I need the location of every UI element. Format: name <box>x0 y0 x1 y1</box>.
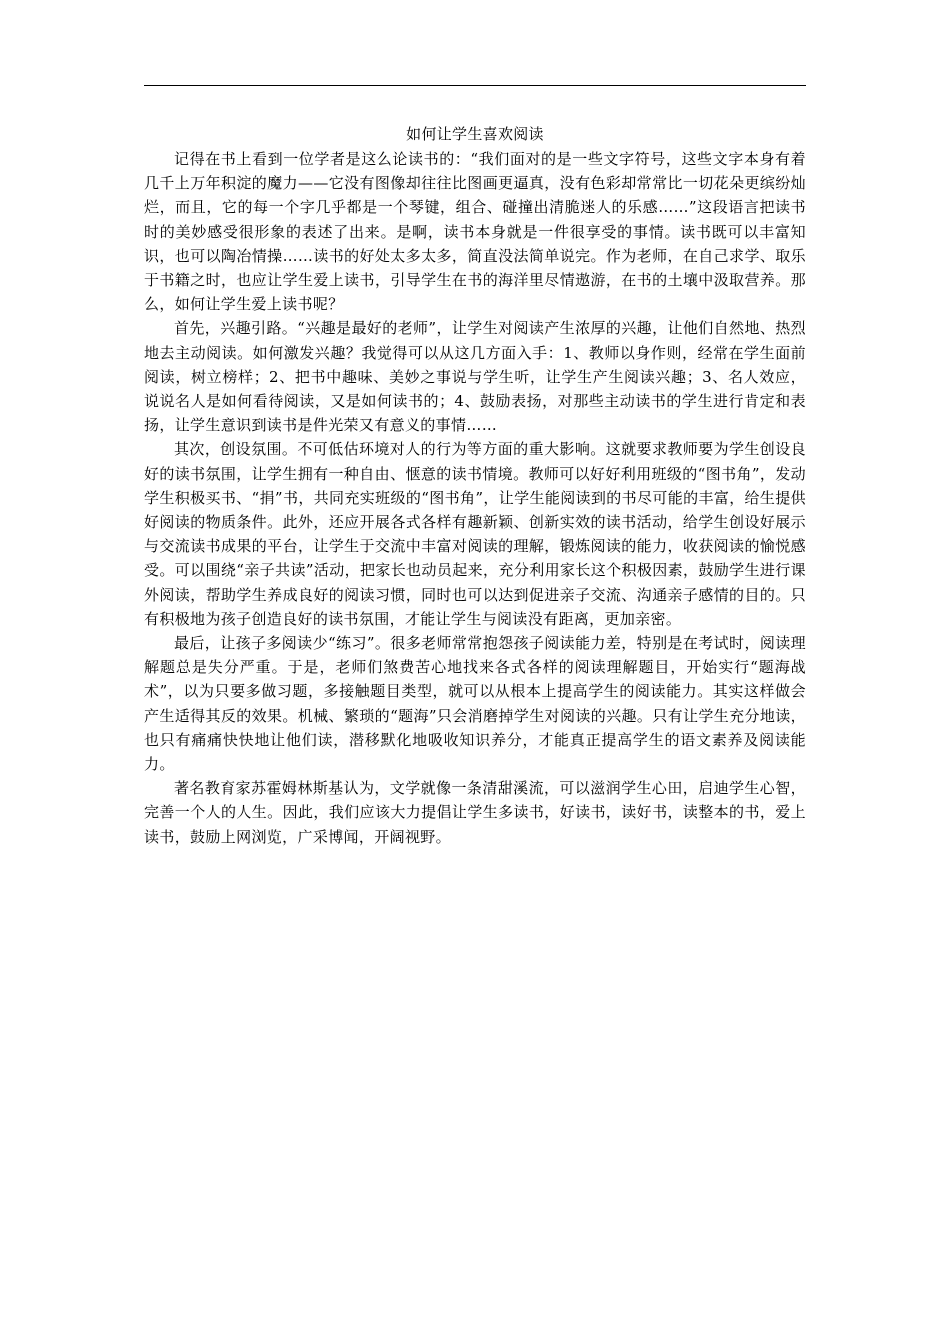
header-rule <box>144 85 806 86</box>
paragraph-atmosphere: 其次，创设氛围。不可低估环境对人的行为等方面的重大影响。这就要求教师要为学生创设良好的读书氛围，让学生拥有一种自由、惬意的读书情境。教师可以好好利用班级的“图书角”，发动学生积极买书、“捐”书，共同充实班级的“图书角”，让学生能阅读到的书尽可能的丰富，给生提供好阅读的物质条件。此外，还应开展各式各样有趣新颖、创新实效的读书活动，给学生创设好展示与交流读书成果的平台，让学生于交流中丰富对阅读的理解，锻炼阅读的能力，收获阅读的愉悦感受。可以围绕“亲子共读”活动，把家长也动员起来，充分利用家长这个积极因素，鼓励学生进行课外阅读，帮助学生养成良好的阅读习惯，同时也可以达到促进亲子交流、沟通亲子感情的目的。只有积极地为孩子创造良好的读书氛围，才能让学生与阅读没有距离，更加亲密。 <box>144 440 806 628</box>
document-body <box>144 121 806 849</box>
document-title: 如何让学生喜欢阅读 <box>406 125 544 143</box>
paragraph-conclusion: 著名教育家苏霍姆林斯基认为，文学就像一条清甜溪流，可以滋润学生心田，启迪学生心智，完善一个人的人生。因此，我们应该大力提倡让学生多读书，好读书，读好书，读整本的书，爱上读书，鼓励上网浏览，广采博闻，开阔视野。 <box>144 779 806 846</box>
paragraph-practice: 最后，让孩子多阅读少“练习”。很多老师常常抱怨孩子阅读能力差，特别是在考试时，阅读理解题总是失分严重。于是，老师们煞费苦心地找来各式各样的阅读理解题目，开始实行“题海战术”，以为只要多做习题，多接触题目类型，就可以从根本上提高学生的阅读能力。其实这样做会产生适得其反的效果。机械、繁琐的“题海”只会消磨掉学生对阅读的兴趣。只有让学生充分地读，也只有痛痛快快地让他们读，潜移默化地吸收知识养分，才能真正提高学生的语文素养及阅读能力。 <box>144 634 806 774</box>
paragraph-intro: 记得在书上看到一位学者是这么论读书的：“我们面对的是一些文字符号，这些文字本身有着几千上万年积淀的魔力——它没有图像却往往比图画更逼真，没有色彩却常常比一切花朵更缤纷灿烂，而且，它的每一个字几乎都是一个琴键，组合、碰撞出清脆迷人的乐感……”这段语言把读书时的美妙感受很形象的表述了出来。是啊，读书本身就是一件很享受的事情。读书既可以丰富知识，也可以陶冶情操……读书的好处太多太多，简直没法简单说完。作为老师，在自己求学、取乐于书籍之时，也应让学生爱上读书，引导学生在书的海洋里尽情遨游，在书的土壤中汲取营养。那么，如何让学生爱上读书呢？ <box>144 150 806 314</box>
paragraph-interest: 首先，兴趣引路。“兴趣是最好的老师”，让学生对阅读产生浓厚的兴趣，让他们自然地、热烈地去主动阅读。如何激发兴趣？我觉得可以从这几方面入手：1、教师以身作则，经常在学生面前阅读，树立榜样；2、把书中趣味、美妙之事说与学生听，让学生产生阅读兴趣；3、名人效应，说说名人是如何看待阅读，又是如何读书的；4、鼓励表扬，对那些主动读书的学生进行肯定和表扬，让学生意识到读书是件光荣又有意义的事情…… <box>144 319 806 435</box>
